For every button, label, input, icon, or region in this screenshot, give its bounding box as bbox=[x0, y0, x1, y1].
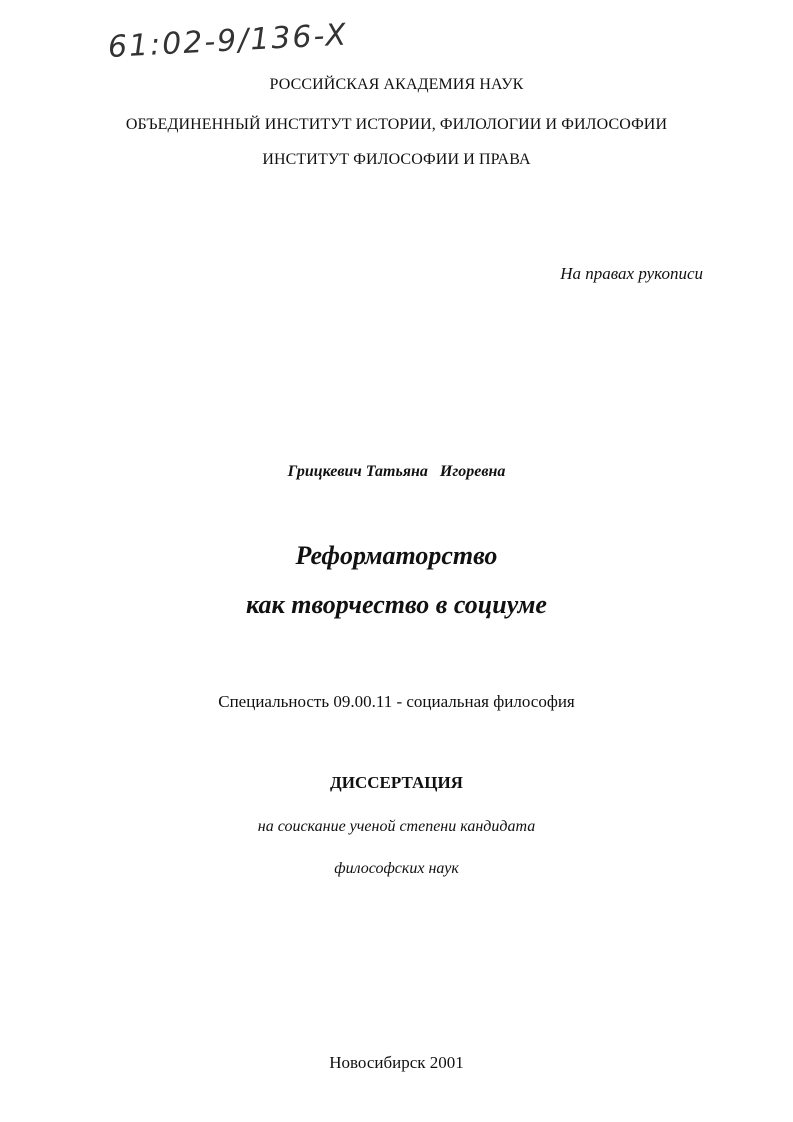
degree-line-1: на соискание ученой степени кандидата bbox=[257, 818, 536, 835]
author-name: Грицкевич Татьяна Игоревна bbox=[287, 463, 506, 480]
specialty: Специальность 09.00.11 - социальная философия bbox=[218, 692, 575, 711]
institute-name: ИНСТИТУТ ФИЛОСОФИИ И ПРАВА bbox=[262, 151, 531, 168]
academy-name: РОССИЙСКАЯ АКАДЕМИЯ НАУК bbox=[269, 76, 524, 93]
title-line-1: Реформаторство bbox=[295, 541, 498, 570]
joint-institute-name: ОБЪЕДИНЕННЫЙ ИНСТИТУТ ИСТОРИИ, ФИЛОЛОГИИ И ФИЛОСОФИИ bbox=[125, 116, 668, 133]
title-line-2: как творчество в социуме bbox=[246, 590, 547, 619]
manuscript-rights-note: На правах рукописи bbox=[560, 264, 703, 283]
place-and-year: Новосибирск 2001 bbox=[329, 1053, 464, 1072]
handwritten-archive-code: 61:02-9/136-X bbox=[107, 17, 349, 65]
document-type: ДИССЕРТАЦИЯ bbox=[330, 773, 463, 792]
degree-line-2: философских наук bbox=[334, 860, 459, 877]
